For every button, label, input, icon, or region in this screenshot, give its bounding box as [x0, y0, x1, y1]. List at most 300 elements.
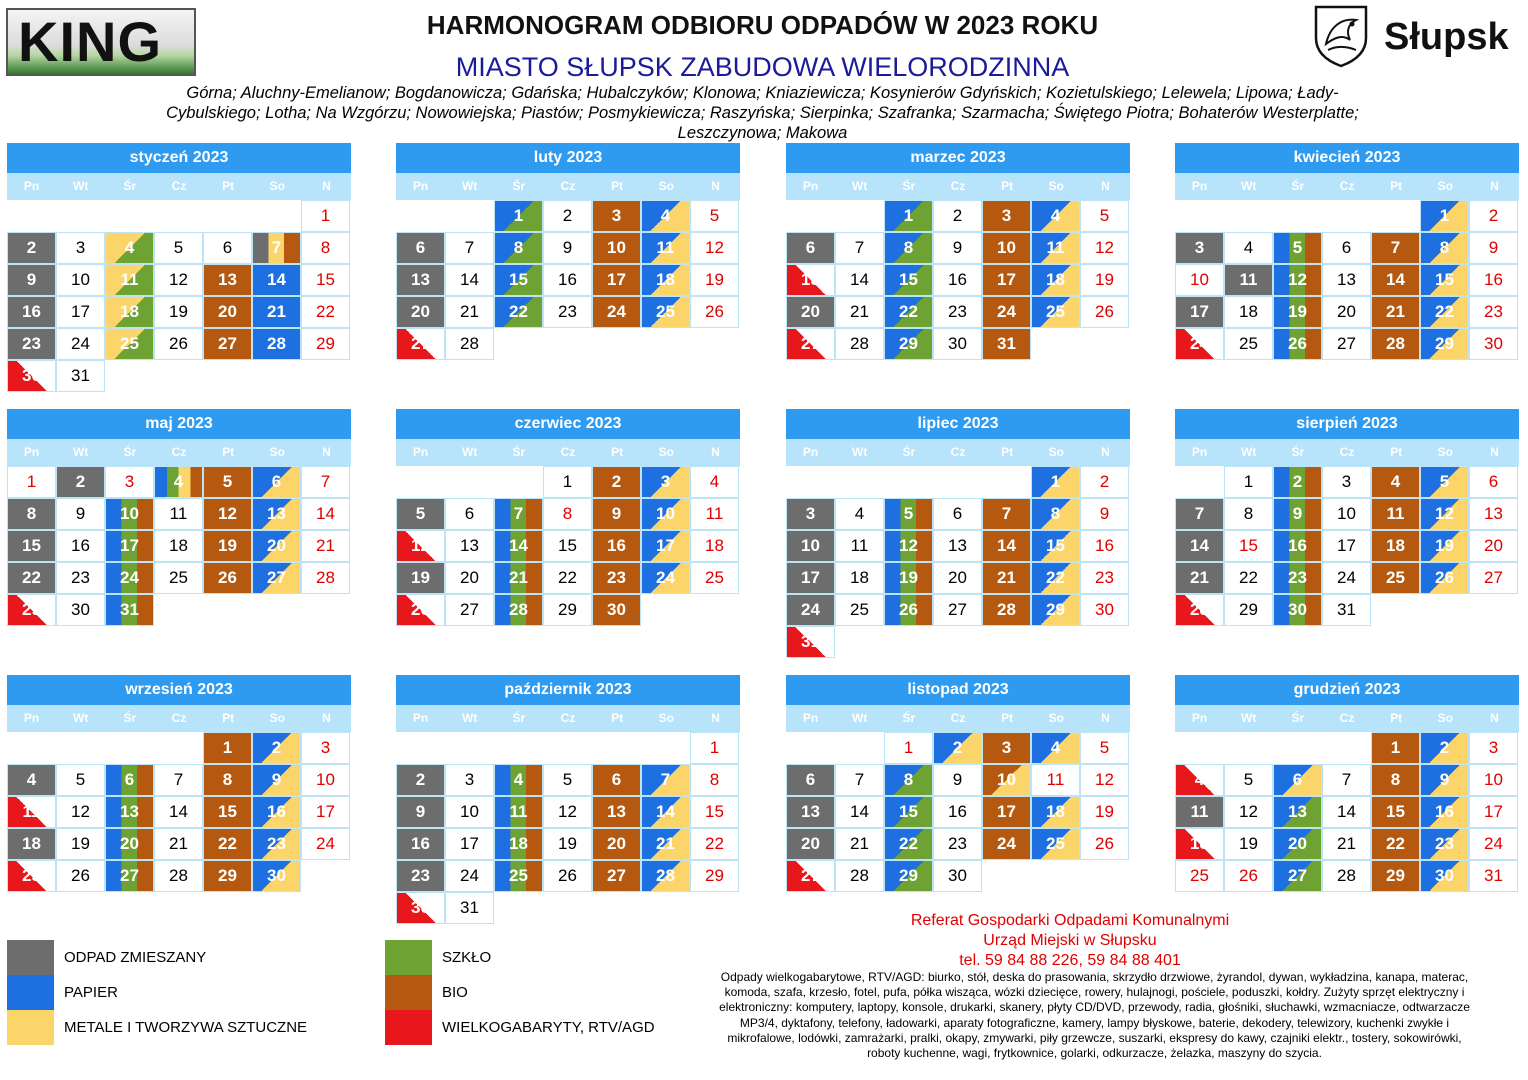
day-cell: 15 [7, 530, 56, 562]
day-cell: 11 [7, 796, 56, 828]
day-cell: 11 [1031, 232, 1080, 264]
day-cell: 13 [786, 796, 835, 828]
day-cell: 25 [1371, 562, 1420, 594]
day-cell: 10 [982, 764, 1031, 796]
day-cell: 13 [252, 498, 301, 530]
weekday-label: Śr [512, 711, 526, 725]
day-cell: 3 [56, 232, 105, 264]
day-cell: 4 [835, 498, 884, 530]
day-cell: 5 [1080, 732, 1129, 764]
day-cell: 16 [543, 264, 592, 296]
day-cell: 7 [252, 232, 301, 264]
day-cell: 21 [445, 296, 494, 328]
weekday-label: N [1490, 445, 1499, 459]
day-cell: 18 [154, 530, 203, 562]
month-title: wrzesień 2023 [7, 675, 351, 705]
day-cell: 24 [641, 562, 690, 594]
day-cell: 15 [1224, 530, 1273, 562]
day-cell: 9 [543, 232, 592, 264]
weekday-label: So [1048, 445, 1064, 459]
day-cell: 19 [543, 828, 592, 860]
day-cell: 30 [7, 360, 56, 392]
day-cell: 31 [105, 594, 154, 626]
legend-label: WIELKOGABARYTY, RTV/AGD [442, 1019, 655, 1036]
day-cell: 19 [1080, 796, 1129, 828]
day-cell: 29 [1224, 594, 1273, 626]
day-cell: 23 [56, 562, 105, 594]
day-cell: 8 [301, 232, 350, 264]
day-cell: 22 [7, 562, 56, 594]
day-cell: 8 [1371, 764, 1420, 796]
day-cell: 16 [7, 296, 56, 328]
day-cell: 7 [1175, 498, 1224, 530]
day-cell: 25 [154, 562, 203, 594]
day-cell: 14 [1322, 796, 1371, 828]
day-cell: 5 [203, 466, 252, 498]
day-cell: 9 [933, 764, 982, 796]
day-cell: 20 [396, 296, 445, 328]
day-cell: 15 [884, 796, 933, 828]
day-cell: 26 [543, 860, 592, 892]
day-cell: 23 [933, 828, 982, 860]
day-cell: 29 [203, 860, 252, 892]
day-cell: 23 [1469, 296, 1518, 328]
day-cell: 3 [641, 466, 690, 498]
weekday-label: So [1437, 179, 1453, 193]
day-cell: 24 [982, 296, 1031, 328]
day-cell: 25 [1031, 296, 1080, 328]
day-cell: 3 [982, 200, 1031, 232]
weekday-label: Wt [462, 445, 478, 459]
day-cell: 4 [154, 466, 203, 498]
weekday-label: Pt [611, 179, 624, 193]
legend-label: ODPAD ZMIESZANY [64, 949, 207, 966]
day-cell: 6 [252, 466, 301, 498]
day-cell: 7 [835, 232, 884, 264]
weekday-label: So [1437, 445, 1453, 459]
weekday-label: Śr [123, 179, 137, 193]
weekday-label: Śr [512, 179, 526, 193]
day-cell: 18 [690, 530, 739, 562]
day-cell: 1 [543, 466, 592, 498]
month-days [7, 732, 351, 924]
day-cell: 1 [1031, 466, 1080, 498]
day-cell: 28 [1371, 328, 1420, 360]
day-cell: 24 [1175, 328, 1224, 360]
weekday-label: Pn [412, 445, 429, 459]
day-cell: 1 [1224, 466, 1273, 498]
day-cell: 22 [1371, 828, 1420, 860]
day-cell: 10 [105, 498, 154, 530]
weekday-label: So [269, 711, 285, 725]
day-cell: 17 [445, 828, 494, 860]
day-cell: 20 [1273, 828, 1322, 860]
month-days [7, 466, 351, 658]
day-cell: 3 [592, 200, 641, 232]
weekday-header [786, 705, 1130, 732]
weekday-label: Pt [611, 711, 624, 725]
weekday-label: Śr [902, 711, 916, 725]
day-cell: 2 [933, 732, 982, 764]
page-title: HARMONOGRAM ODBIORU ODPADÓW W 2023 ROKU [426, 10, 1099, 40]
day-cell: 4 [641, 200, 690, 232]
legend-swatch [7, 940, 54, 975]
day-cell: 25 [105, 328, 154, 360]
day-cell: 18 [1371, 530, 1420, 562]
legend-label: METALE I TWORZYWA SZTUCZNE [64, 1019, 308, 1036]
day-cell: 27 [933, 594, 982, 626]
month-days [786, 466, 1130, 658]
day-cell: 7 [154, 764, 203, 796]
day-cell: 29 [884, 860, 933, 892]
day-cell: 5 [56, 764, 105, 796]
day-cell: 2 [1273, 466, 1322, 498]
weekday-label: Cz [560, 445, 576, 459]
day-cell: 5 [1420, 466, 1469, 498]
day-cell: 23 [252, 828, 301, 860]
day-cell: 26 [1080, 296, 1129, 328]
day-cell: 6 [203, 232, 252, 264]
legend-label: PAPIER [64, 984, 118, 1001]
day-cell: 16 [1273, 530, 1322, 562]
day-cell: 6 [105, 764, 154, 796]
day-cell: 11 [835, 530, 884, 562]
day-cell: 17 [56, 296, 105, 328]
day-cell: 28 [641, 860, 690, 892]
day-cell: 5 [884, 498, 933, 530]
day-cell: 13 [592, 796, 641, 828]
month-10 [396, 675, 740, 924]
day-cell: 30 [1273, 594, 1322, 626]
day-cell: 6 [933, 498, 982, 530]
weekday-label: Pn [23, 179, 40, 193]
weekday-label: Cz [171, 179, 187, 193]
day-cell: 23 [396, 860, 445, 892]
day-cell: 20 [786, 828, 835, 860]
day-cell: 23 [933, 296, 982, 328]
day-cell: 21 [835, 296, 884, 328]
day-cell: 2 [1469, 200, 1518, 232]
day-cell: 16 [1469, 264, 1518, 296]
day-cell: 7 [835, 764, 884, 796]
day-cell: 13 [396, 264, 445, 296]
month-title: sierpień 2023 [1175, 409, 1519, 439]
day-cell: 3 [1175, 232, 1224, 264]
day-cell: 26 [1273, 328, 1322, 360]
weekday-label: So [1048, 711, 1064, 725]
day-cell: 2 [56, 466, 105, 498]
day-cell: 22 [884, 296, 933, 328]
day-cell: 5 [1080, 200, 1129, 232]
day-cell: 3 [1322, 466, 1371, 498]
day-cell: 23 [1420, 828, 1469, 860]
day-cell: 24 [105, 562, 154, 594]
day-cell: 25 [641, 296, 690, 328]
day-cell: 24 [1322, 562, 1371, 594]
day-cell: 12 [203, 498, 252, 530]
day-cell: 26 [203, 562, 252, 594]
day-cell: 23 [592, 562, 641, 594]
day-cell: 14 [1175, 530, 1224, 562]
weekday-label: Cz [950, 711, 966, 725]
day-cell: 17 [301, 796, 350, 828]
day-cell: 10 [786, 530, 835, 562]
contact-phone: tel. 59 84 88 226, 59 84 88 401 [959, 952, 1181, 969]
day-cell: 8 [7, 498, 56, 530]
day-cell: 3 [301, 732, 350, 764]
king-logo [6, 8, 196, 76]
day-cell: 28 [835, 860, 884, 892]
weekday-label: Cz [1339, 711, 1355, 725]
day-cell: 17 [786, 562, 835, 594]
day-cell: 28 [445, 328, 494, 360]
day-cell: 12 [154, 264, 203, 296]
day-cell: 30 [592, 594, 641, 626]
day-cell: 6 [1469, 466, 1518, 498]
day-cell: 29 [690, 860, 739, 892]
day-cell: 26 [396, 594, 445, 626]
day-cell: 11 [1031, 764, 1080, 796]
weekday-label: Wt [852, 179, 868, 193]
day-cell: 9 [252, 764, 301, 796]
day-cell: 31 [786, 626, 835, 658]
day-cell: 28 [1322, 860, 1371, 892]
day-cell: 28 [252, 328, 301, 360]
day-cell: 1 [884, 200, 933, 232]
day-cell: 13 [105, 796, 154, 828]
day-cell: 19 [1080, 264, 1129, 296]
legend-swatch [385, 940, 432, 975]
weekday-label: So [269, 179, 285, 193]
day-cell: 13 [445, 530, 494, 562]
day-cell: 2 [1080, 466, 1129, 498]
day-cell: 25 [1175, 860, 1224, 892]
day-cell: 25 [1224, 328, 1273, 360]
month-title: listopad 2023 [786, 675, 1130, 705]
day-cell: 3 [786, 498, 835, 530]
day-cell: 19 [690, 264, 739, 296]
day-cell: 17 [105, 530, 154, 562]
day-cell: 19 [1420, 530, 1469, 562]
slupsk-crest-icon [1312, 4, 1370, 68]
weekday-label: Cz [1339, 445, 1355, 459]
day-cell: 5 [543, 764, 592, 796]
day-cell: 13 [786, 264, 835, 296]
day-cell: 23 [543, 296, 592, 328]
day-cell: 11 [494, 796, 543, 828]
month-days [1175, 732, 1519, 924]
day-cell: 4 [690, 466, 739, 498]
day-cell: 20 [445, 562, 494, 594]
day-cell: 11 [690, 498, 739, 530]
day-cell: 6 [786, 232, 835, 264]
day-cell: 2 [933, 200, 982, 232]
day-cell: 28 [982, 594, 1031, 626]
day-cell: 23 [7, 328, 56, 360]
weekday-label: N [1101, 445, 1110, 459]
day-cell: 6 [592, 764, 641, 796]
month-title: czerwiec 2023 [396, 409, 740, 439]
day-cell: 14 [835, 264, 884, 296]
day-cell: 13 [933, 530, 982, 562]
day-cell: 12 [1420, 498, 1469, 530]
day-cell: 30 [396, 892, 445, 924]
day-cell: 7 [641, 764, 690, 796]
day-cell: 10 [592, 232, 641, 264]
day-cell: 22 [1420, 296, 1469, 328]
day-cell: 8 [690, 764, 739, 796]
day-cell: 19 [1224, 828, 1273, 860]
weekday-label: N [711, 711, 720, 725]
day-cell: 15 [1420, 264, 1469, 296]
day-cell: 1 [203, 732, 252, 764]
day-cell: 18 [1224, 296, 1273, 328]
day-cell: 9 [1469, 232, 1518, 264]
day-cell: 24 [301, 828, 350, 860]
day-cell: 27 [445, 594, 494, 626]
day-cell: 22 [543, 562, 592, 594]
weekday-header [7, 173, 351, 200]
weekday-label: Śr [1291, 711, 1305, 725]
weekday-label: Cz [171, 445, 187, 459]
weekday-label: Pt [1001, 711, 1014, 725]
weekday-label: Pn [802, 179, 819, 193]
day-cell: 10 [1469, 764, 1518, 796]
day-cell: 25 [1031, 828, 1080, 860]
day-cell: 11 [105, 264, 154, 296]
day-cell: 4 [7, 764, 56, 796]
day-cell: 12 [1080, 764, 1129, 796]
day-cell: 6 [445, 498, 494, 530]
day-cell: 1 [494, 200, 543, 232]
day-cell: 26 [1420, 562, 1469, 594]
day-cell: 22 [494, 296, 543, 328]
weekday-label: N [322, 711, 331, 725]
day-cell: 26 [154, 328, 203, 360]
weekday-label: Pt [1390, 445, 1403, 459]
day-cell: 1 [1420, 200, 1469, 232]
day-cell: 14 [835, 796, 884, 828]
day-cell: 14 [301, 498, 350, 530]
day-cell: 5 [1273, 232, 1322, 264]
weekday-label: Wt [462, 711, 478, 725]
day-cell: 30 [1080, 594, 1129, 626]
weekday-label: N [1101, 711, 1110, 725]
weekday-label: Wt [1241, 445, 1257, 459]
day-cell: 10 [982, 232, 1031, 264]
day-cell: 23 [1273, 562, 1322, 594]
day-cell: 1 [7, 466, 56, 498]
weekday-label: Wt [852, 711, 868, 725]
month-4 [1175, 143, 1519, 392]
month-days [396, 200, 740, 392]
day-cell: 23 [1080, 562, 1129, 594]
weekday-label: Pn [23, 711, 40, 725]
weekday-label: So [1048, 179, 1064, 193]
weekday-label: Cz [560, 711, 576, 725]
weekday-label: So [269, 445, 285, 459]
day-cell: 17 [982, 264, 1031, 296]
day-cell: 18 [105, 296, 154, 328]
day-cell: 1 [884, 732, 933, 764]
day-cell: 21 [982, 562, 1031, 594]
weekday-header [396, 439, 740, 466]
day-cell: 27 [1469, 562, 1518, 594]
weekday-header [786, 173, 1130, 200]
day-cell: 6 [786, 764, 835, 796]
day-cell: 17 [641, 530, 690, 562]
day-cell: 4 [1031, 200, 1080, 232]
day-cell: 14 [494, 530, 543, 562]
weekday-label: So [658, 179, 674, 193]
legend-swatch [385, 1010, 432, 1045]
slupsk-logo [1312, 4, 1522, 70]
day-cell: 26 [884, 594, 933, 626]
day-cell: 22 [301, 296, 350, 328]
day-cell: 11 [1224, 264, 1273, 296]
day-cell: 6 [1273, 764, 1322, 796]
weekday-label: Pt [222, 711, 235, 725]
day-cell: 31 [982, 328, 1031, 360]
day-cell: 1 [690, 732, 739, 764]
weekday-label: Wt [1241, 179, 1257, 193]
weekday-label: Wt [462, 179, 478, 193]
day-cell: 12 [543, 796, 592, 828]
day-cell: 30 [933, 860, 982, 892]
day-cell: 14 [445, 264, 494, 296]
day-cell: 1 [1371, 732, 1420, 764]
day-cell: 27 [396, 328, 445, 360]
weekday-label: Śr [1291, 445, 1305, 459]
weekday-label: Pn [23, 445, 40, 459]
month-title: grudzień 2023 [1175, 675, 1519, 705]
month-title: kwiecień 2023 [1175, 143, 1519, 173]
day-cell: 9 [1420, 764, 1469, 796]
day-cell: 26 [1080, 828, 1129, 860]
day-cell: 17 [1469, 796, 1518, 828]
day-cell: 28 [301, 562, 350, 594]
day-cell: 22 [884, 828, 933, 860]
day-cell: 8 [494, 232, 543, 264]
day-cell: 26 [1224, 860, 1273, 892]
day-cell: 8 [1420, 232, 1469, 264]
day-cell: 20 [105, 828, 154, 860]
day-cell: 2 [1420, 732, 1469, 764]
day-cell: 4 [105, 232, 154, 264]
day-cell: 22 [690, 828, 739, 860]
day-cell: 20 [252, 530, 301, 562]
day-cell: 15 [203, 796, 252, 828]
day-cell: 25 [7, 860, 56, 892]
weekday-label: N [711, 445, 720, 459]
day-cell: 14 [982, 530, 1031, 562]
weekday-label: N [1490, 179, 1499, 193]
contact-department: Referat Gospodarki Odpadami Komunalnymi [910, 912, 1230, 929]
day-cell: 19 [884, 562, 933, 594]
day-cell: 2 [7, 232, 56, 264]
day-cell: 27 [203, 328, 252, 360]
month-3 [786, 143, 1130, 392]
day-cell: 11 [641, 232, 690, 264]
day-cell: 12 [690, 232, 739, 264]
day-cell: 20 [786, 296, 835, 328]
weekday-label: So [1437, 711, 1453, 725]
day-cell: 24 [982, 828, 1031, 860]
day-cell: 24 [1469, 828, 1518, 860]
day-cell: 7 [301, 466, 350, 498]
day-cell: 21 [641, 828, 690, 860]
weekday-label: So [658, 445, 674, 459]
